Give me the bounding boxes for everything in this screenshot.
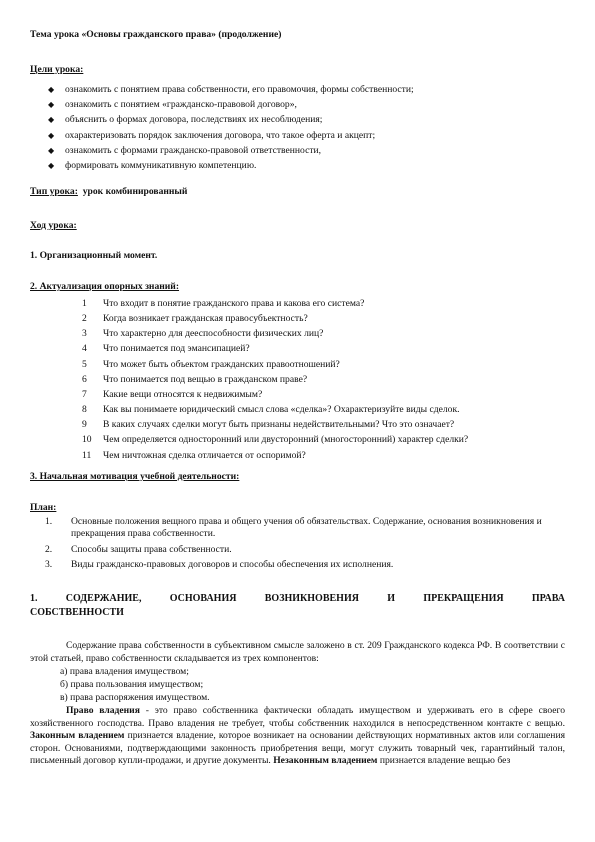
section-heading-cont: СОБСТВЕННОСТИ — [30, 607, 124, 618]
ownership-paragraph: Право владения - это право собственника фактически обладать имуществом и удерживать его в сфере своего хозяйственного господства. Право владения не требует, чтобы собственник находился в непосредственном контакте с вещью. Законным владением признается владение, которое возникает на основании действующих нормативных актов или соглашения сторон. Основаниями, подтверждающими законность приобретения вещи, могут служить товарный чек, гарантийный талон, письменный договор купли-продажи, и другие документы. Незаконным владением признается владение вещью без — [30, 705, 565, 767]
question-item: 3 Что характерно для дееспособности физических лиц? — [82, 328, 324, 340]
question-item: 4 Что понимается под эмансипацией? — [82, 343, 250, 355]
question-item: 6 Что понимается под вещью в гражданском праве? — [82, 373, 308, 385]
bullet-icon: ◆ — [48, 115, 55, 125]
section-heading: 1. СОДЕРЖАНИЕ, ОСНОВАНИЯ ВОЗНИКНОВЕНИЯ И ПРЕКРАЩЕНИЯ ПРАВА — [30, 593, 565, 604]
bullet-icon: ◆ — [48, 85, 55, 94]
term-lawful-possession: Законным владением — [30, 730, 125, 742]
question-item: 5 Что может быть объектом гражданских правоотношений? — [82, 358, 340, 370]
step-2-heading: 2. Актуализация опорных знаний: — [30, 281, 180, 292]
goal-item: ◆ ознакомить с понятием права собственности, его правомочия, формы собственности; — [48, 82, 414, 97]
plan-heading: План: — [30, 502, 57, 513]
goal-item: ◆ охарактеризовать порядок заключения договора, что такое оферта и акцепт; — [48, 128, 414, 143]
bullet-icon: ◆ — [48, 130, 55, 140]
question-item: 10 Чем определяется односторонний или двусторонний (многосторонний) характер сделки? — [82, 434, 469, 446]
plan-item: 3. Виды гражданско-правовых договоров и способы обеспечения их исполнения. — [45, 559, 394, 571]
goals-list — [48, 82, 414, 173]
step-3-heading: 3. Начальная мотивация учебной деятельности: — [30, 471, 240, 482]
questions-list — [82, 296, 468, 463]
plan-list — [45, 516, 565, 575]
question-item: 1 Что входит в понятие гражданского права и какова его система? — [82, 298, 365, 309]
component-item: б) права пользования имуществом; — [60, 679, 204, 690]
question-item: 8 Как вы понимаете юридический смысл слова «сделка»? Охарактеризуйте виды сделок. — [82, 404, 460, 416]
lesson-flow-heading: Ход урока: — [30, 220, 77, 231]
lesson-topic: Тема урока «Основы гражданского права» (продолжение) — [30, 29, 282, 40]
bullet-icon: ◆ — [48, 100, 55, 110]
term-unlawful-possession: Незаконным владением — [273, 755, 378, 767]
question-item: 2 Когда возникает гражданская правосубъектность? — [82, 313, 308, 325]
lesson-type — [30, 186, 187, 198]
question-item: 11 Чем ничтожная сделка отличается от оспоримой? — [82, 449, 306, 461]
goal-item: ◆ ознакомить с понятием «гражданско-правовой договор», — [48, 97, 414, 112]
step-1-heading: 1. Организационный момент. — [30, 250, 158, 261]
lesson-type-label: Тип урока: — [30, 186, 78, 197]
question-item: 9 В каких случаях сделки могут быть признаны недействительными? Что это означает? — [82, 419, 455, 431]
goal-item: ◆ ознакомить с формами гражданско-правовой ответственности, — [48, 143, 414, 158]
question-item: 7 Какие вещи относятся к недвижимым? — [82, 388, 263, 400]
bullet-icon: ◆ — [48, 145, 55, 155]
goal-item: ◆ объяснить о формах договора, последствиях их несоблюдения; — [48, 112, 414, 127]
component-item: в) права распоряжения имуществом. — [60, 692, 210, 703]
goals-heading: Цели урока: — [30, 64, 84, 75]
plan-item: 2. Способы защиты права собственности. — [45, 543, 232, 555]
lesson-type-value: урок комбинированный — [82, 186, 188, 197]
intro-paragraph: Содержание права собственности в субъективном смысле заложено в ст. 209 Гражданского кодекса РФ. В соответствии с этой статьей, право собственности складывается из трех компонентов: — [30, 640, 565, 664]
term-possession: Право владения — [66, 705, 140, 716]
goal-item: ◆ формировать коммуникативную компетенцию. — [48, 158, 414, 173]
bullet-icon: ◆ — [48, 161, 55, 171]
plan-item: 1. Основные положения вещного права и общего учения об обязательствах. Содержание, основания возникновения и прекращения права собственности. — [45, 516, 542, 540]
component-item: а) права владения имуществом; — [60, 666, 189, 677]
